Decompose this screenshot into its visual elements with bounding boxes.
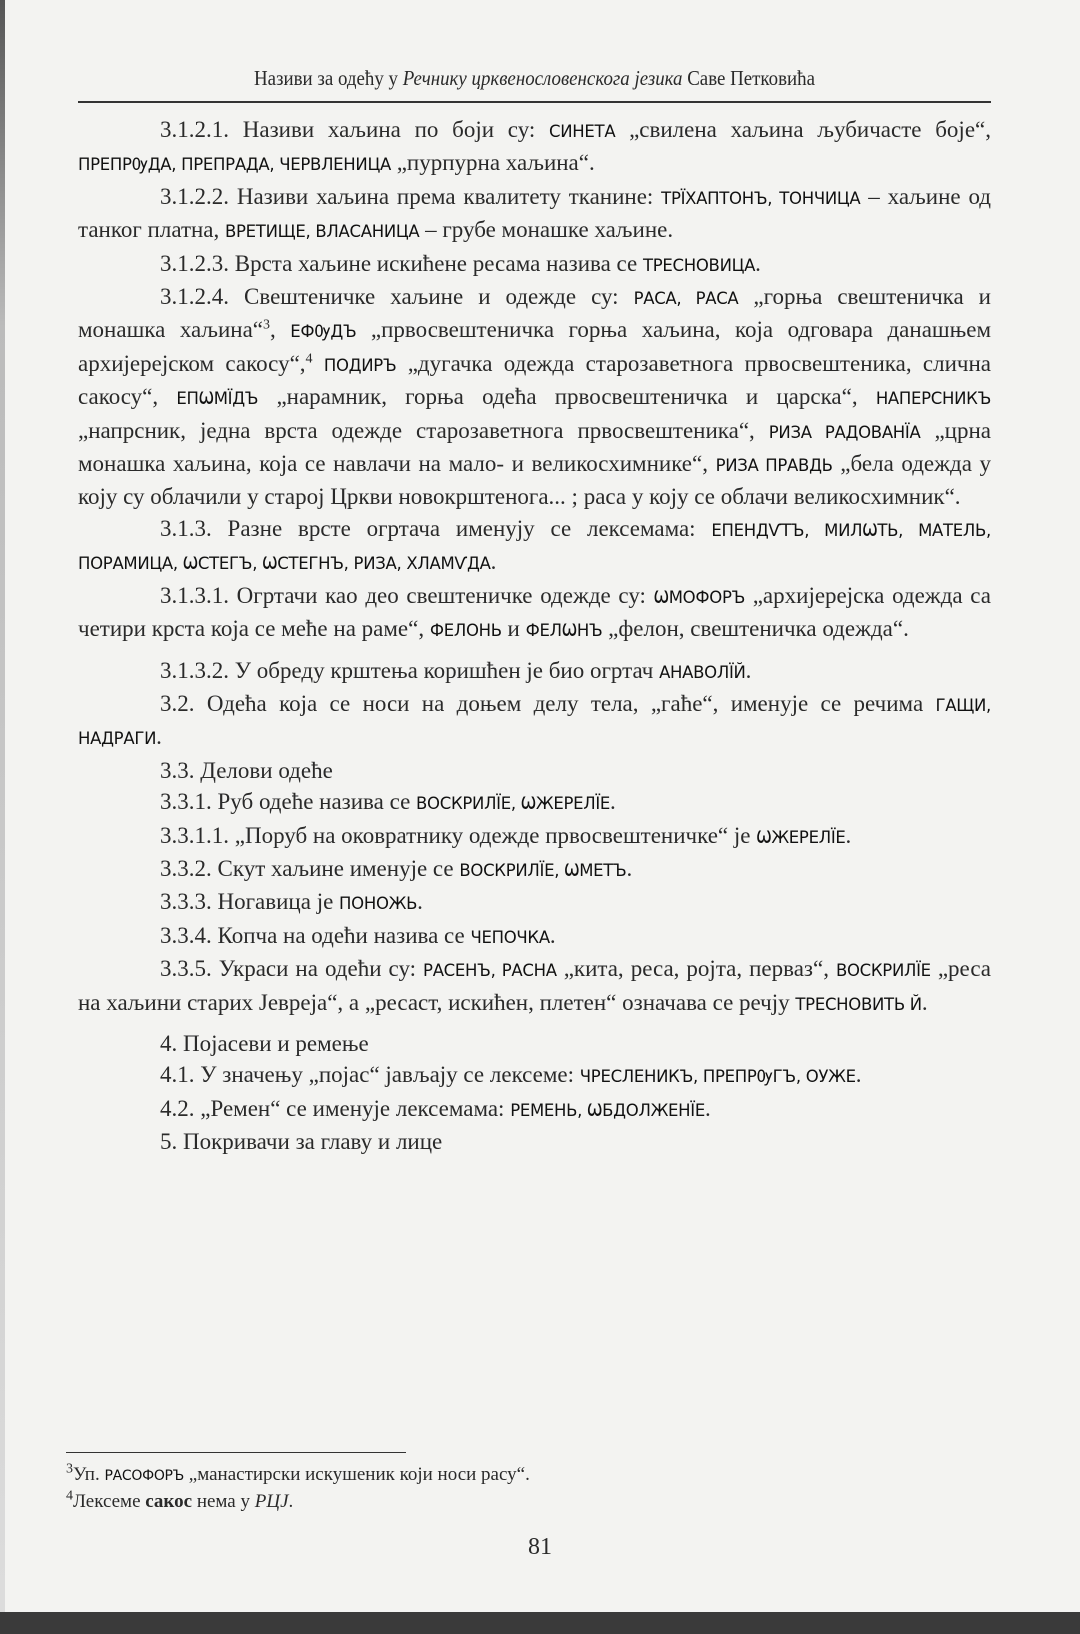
- church-slavonic-term: ЕПѠМЇДЪ: [176, 389, 259, 409]
- church-slavonic-term: ТРЕСНОВИТЬ Й: [795, 994, 922, 1014]
- church-slavonic-term: ВРЕТИЩЕ, ВЛАСАНИЦА: [225, 222, 420, 242]
- paragraph: [78, 655, 991, 688]
- text-run: „пурпурна хаљина“.: [390, 150, 595, 176]
- paragraph: [78, 1126, 991, 1157]
- text-run: 3.3.1.1. „Поруб на оковратнику одежде првосвештеничке“ је: [160, 822, 757, 848]
- church-slavonic-term: РАСЕНЪ, РАСНА: [423, 961, 557, 981]
- text-run: .: [855, 1062, 862, 1088]
- scan-edge-left: [0, 0, 5, 1634]
- text-run: .: [490, 549, 497, 575]
- church-slavonic-term: ЕПЕНДѴТЪ, МИЛѠТЬ, МАТЕЛЬ, ПОРАМИЦА, ѠСТЕГЪ, ѠСТЕГНЪ, РИЗА, ХЛАМѴДА: [78, 520, 992, 574]
- text-run: нема у: [192, 1491, 255, 1512]
- footnote-ref: 4: [305, 351, 313, 367]
- church-slavonic-term: РАСА, РАСА: [633, 289, 739, 309]
- paragraph: [78, 580, 991, 647]
- text-run: „фелон, свештеничка одежда“.: [602, 616, 909, 642]
- church-slavonic-term: ѠЖЕРЕЛЇЕ: [756, 827, 846, 847]
- text-run: „реса на хаљини старих Јевреја“, а „ресаст, искићен, плетен“ означава се речју: [78, 956, 992, 1015]
- church-slavonic-term: ПОНОЖЬ: [339, 894, 418, 914]
- church-slavonic-term: ФЕЛОНЬ: [429, 621, 502, 641]
- paragraph: [78, 953, 991, 1020]
- paragraph: [78, 1059, 991, 1092]
- text-run: Називи за одећу у: [254, 66, 403, 90]
- text-run: 3.1.2.3. Врста хаљине искићене ресама назива се: [160, 250, 643, 276]
- text-run: Речнику црквенословенскога језика: [402, 66, 683, 90]
- paragraph: [78, 886, 991, 919]
- text-run: 4.2. „Ремен“ се именује лексемама:: [160, 1095, 511, 1121]
- church-slavonic-term: РЕМЕНЬ, ѠБДОЛЖЕНЇЕ: [510, 1100, 705, 1120]
- scan-edge-bottom: [0, 1612, 1080, 1634]
- church-slavonic-term: ѠМОФОРЪ: [653, 587, 746, 607]
- church-slavonic-term: НАПЕРСНИКЪ: [875, 389, 992, 409]
- footnote-rule: [66, 1452, 406, 1453]
- text-run: – грубе монашке хаљине.: [419, 217, 674, 243]
- text-run: „кита, реса, ројта, перваз“,: [556, 956, 836, 982]
- paragraph: [78, 820, 991, 853]
- church-slavonic-term: ВОСКРИЛЇЕ, ѠМЕТЪ: [459, 860, 627, 880]
- text-run: 3.3. Делови одеће: [160, 757, 333, 783]
- paragraph: [78, 853, 991, 886]
- text-run: „манастирски искушеник који носи расу“.: [184, 1464, 530, 1485]
- text-run: Саве Петковића: [682, 66, 815, 90]
- church-slavonic-term: ФЕЛѠНЪ: [525, 621, 603, 641]
- page-number: 81: [528, 1534, 552, 1560]
- paragraph: [78, 786, 991, 819]
- text-run: – хаљине од танког платна,: [78, 183, 991, 243]
- text-run: .: [745, 657, 752, 683]
- paragraph: [78, 281, 991, 513]
- text-run: 5. Покривачи за главу и лице: [160, 1129, 443, 1155]
- body-text: [78, 114, 991, 1158]
- text-run: 3.3.2. Скут хаљине именује се: [160, 855, 460, 881]
- text-run: 3.3.3. Ногавица је: [160, 889, 340, 915]
- footnote: [66, 1489, 966, 1514]
- church-slavonic-term: ЕФѸДЪ: [290, 322, 357, 342]
- text-run: 3.3.1. Руб одеће назива се: [160, 789, 417, 815]
- text-run: 3.1.3.1. Огртачи као део свештеничке одежде су:: [160, 582, 654, 608]
- text-run: „архијерејска одежда са четири крста која се меће на раме“,: [78, 582, 991, 642]
- church-slavonic-term: СИНЕТА: [549, 122, 616, 141]
- church-slavonic-term: ВОСКРИЛЇЕ, ѠЖЕРЕЛЇЕ: [416, 794, 611, 814]
- text-run: и: [501, 616, 526, 642]
- paragraph: [78, 920, 991, 953]
- church-slavonic-term: РИЗА ПРАВДЬ: [715, 456, 833, 476]
- footnotes: [66, 1462, 966, 1514]
- church-slavonic-term: ГАЩИ, НАДРАГИ: [78, 695, 991, 749]
- text-run: .: [626, 855, 633, 881]
- text-run: 3.1.2.4. Свештеничке хаљине и одежде су:: [160, 284, 634, 310]
- paragraph: [78, 1028, 991, 1059]
- paragraph: [78, 1093, 991, 1126]
- church-slavonic-term: ПРЕПРѸДА, ПРЕПРАДА, ЧЕРВЛЕНИЦА: [78, 155, 391, 175]
- footnote-ref: 3: [263, 317, 270, 333]
- text-run: 3.3.5. Украси на одећи су:: [160, 956, 424, 982]
- church-slavonic-term: ЧЕПОЧКА: [470, 927, 550, 947]
- church-slavonic-term: ВОСКРИЛЇЕ: [835, 961, 931, 981]
- paragraph: [78, 248, 991, 281]
- text-run: .: [288, 1491, 294, 1512]
- text-run: Уп.: [73, 1464, 105, 1485]
- church-slavonic-term: РИЗА РАДОВАНЇА: [768, 422, 921, 442]
- text-run: „нарамник, горња одећа првосвештеничка и царска“,: [258, 384, 876, 410]
- text-run: .: [921, 989, 928, 1015]
- church-slavonic-term: ТРЕСНОВИЦА: [642, 255, 756, 275]
- church-slavonic-term: ПОДИРЪ: [323, 355, 397, 375]
- text-run: „свилена хаљина љубичасте боје“,: [615, 117, 991, 142]
- text-run: 3.3.4. Копча на одећи назива се: [160, 922, 471, 948]
- text-run: „првосвештеничка горња хаљина, која одговара данашњем архијерејском сакосу“,: [78, 317, 992, 376]
- text-run: [313, 351, 324, 376]
- text-run: „напрсник, једна врста одежде старозаветнога првосвештеника“,: [78, 417, 769, 443]
- text-run: .: [610, 789, 616, 815]
- footnote-ref: 4: [66, 1488, 73, 1504]
- text-run: „дугачка одежда старозаветнога првосвештеника, слична сакосу“,: [78, 350, 992, 410]
- text-run: 3.1.2.2. Називи хаљина према квалитету тканине:: [160, 183, 662, 209]
- running-head: [124, 66, 946, 91]
- paragraph: [78, 513, 991, 580]
- church-slavonic-term: ЧРЕСЛЕНИКЪ, ПРЕПРѸГЪ, ОУЖЕ: [579, 1067, 856, 1087]
- text-run: 4. Појасеви и ремење: [160, 1030, 369, 1056]
- paragraph: [78, 181, 991, 248]
- header-rule: [78, 101, 991, 103]
- church-slavonic-term: ТРЇХАПТОНЪ, ТОНЧИЦА: [661, 188, 861, 208]
- text-run: сакос: [145, 1491, 193, 1512]
- text-run: .: [755, 250, 761, 276]
- text-run: РЦЈ: [254, 1491, 289, 1512]
- text-run: 3.1.2.1. Називи хаљина по боји су:: [160, 117, 550, 142]
- paragraph: [78, 688, 991, 755]
- text-run: ,: [270, 317, 291, 343]
- text-run: 3.1.3.2. У обреду крштења коришћен је био огртач: [160, 657, 660, 683]
- church-slavonic-term: АНАВОЛЇЙ: [659, 662, 746, 682]
- text-run: Лексеме: [73, 1491, 146, 1512]
- church-slavonic-term: РАСОФОРЪ: [104, 1468, 185, 1484]
- text-run: „бела одежда у коју су облачили у старој Цркви новокрштенога... ; раса у коју се облачи великосхимник“.: [78, 451, 992, 510]
- paragraph: [78, 114, 991, 181]
- footnote-ref: 3: [66, 1461, 73, 1477]
- text-run: 3.2. Одећа која се носи на доњем делу тела, „гаће“, именује се речима: [160, 690, 936, 716]
- text-run: .: [704, 1095, 711, 1121]
- paragraph: [78, 755, 991, 786]
- footnote: [66, 1462, 966, 1489]
- text-run: „црна монашка хаљина, која се навлачи на мало- и великосхимнике“,: [78, 417, 991, 477]
- text-run: 4.1. У значењу „појас“ јављају се лексеме:: [160, 1062, 580, 1088]
- text-run: 3.1.3. Разне врсте огртача именују се лексемама:: [160, 515, 712, 541]
- text-run: .: [156, 724, 162, 750]
- text-run: „горња свештеничка и монашка хаљина“: [78, 284, 991, 343]
- text-run: .: [417, 889, 423, 915]
- text-run: .: [845, 822, 852, 848]
- text-run: .: [549, 922, 556, 948]
